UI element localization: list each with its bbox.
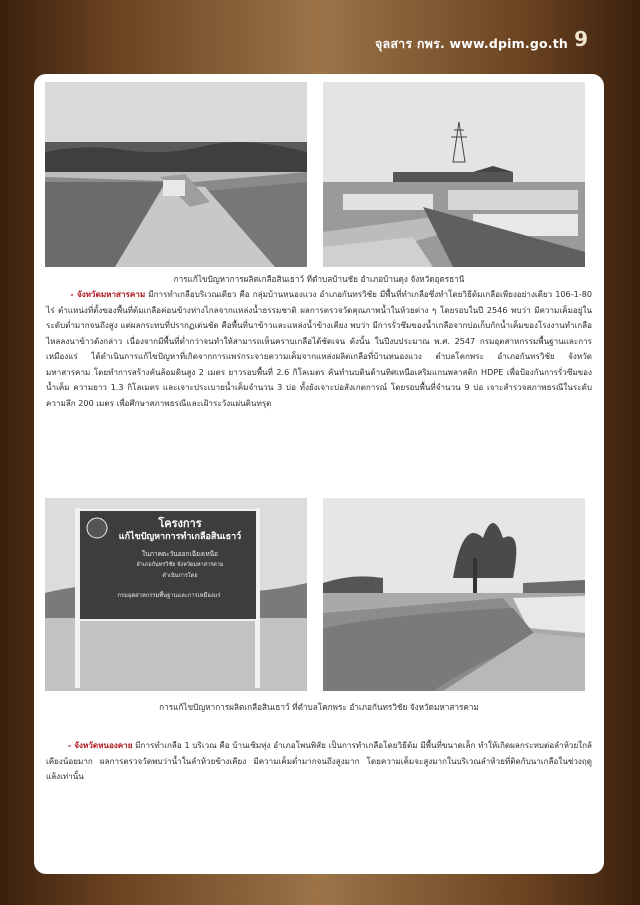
- page-number: 9: [574, 27, 588, 51]
- salt-pans-illustration: [323, 82, 585, 267]
- photo-salt-pans: [323, 82, 585, 267]
- content-panel: [34, 74, 604, 874]
- canal-illustration: [45, 82, 307, 267]
- paragraph-body-mahasarakham: มีการทำเกลือบริเวณเดียว คือ กลุ่มบ้านหนองแวง อำเภอกันทรวิชัย มีพื้นที่ทำเกลือซึ่งทำโดยวิธีต้มเกลือเพียงอย่างเดียว 106-1-80 ไร่ ตำแหน่งที่ตั้งของพื้นที่ต้มเกลือค่อนข้างห่างไกลจากแหล่งน้ำธรรมชาติ ผลการตรวจวัดคุณภาพน้ำในห้วยต่าง ๆ โดยรอบในปี 2546 พบว่า มีความเค็มอยู่ในระดับต่ำมากจนถึงสูง แต่ผลกระทบที่ปรากฏเด่นชัด คือพื้นที่นาข้าวและแหล่งน้ำข้างเคียง พบว่า มีการรั่วซึมของน้ำเกลือจากบ่อเก็บกักน้ำเค็มของโรงงานทำเกลือไหลลงนาข้าวดังกล่าว เนื่องจากมีพื้นที่ต่ำกว่าจนทำให้สามารถเห็นคราบเกลือได้ชัดเจน ดังนั้น ในปีงบประมาณ พ.ศ. 2547 กรมอุตสาหกรรมพื้นฐานและการเหมืองแร่ ได้ดำเนินการแก้ไขปัญหาที่เกิดจากการแพร่กระจายความเค็มจากแหล่งผลิตเกลือที่บ้านหนองแวง ตำบลโคกพระ อำเภอกันทรวิชัย จังหวัดมหาสารคาม โดยทำการสร้างคันล้อมดินสูง 2 เมตร ยาวรอบพื้นที่ 2.6 กิโลเมตร คันทำนบดินด้านทิศเหนือเสริมแกนพลาสติก HDPE เพื่อป้องกันการรั่วซึมของน้ำเค็ม ความยาว 1.3 กิโลเมตร และเจาะประเบายน้ำเค็มจำนวน 3 บ่อ ทั้งยังเจาะบ่อสังเกตการณ์ โดยรอบพื้นที่จำนวน 9 บ่อ เจาะสำรวจสภาพธรณีในระดับความลึก 200 เมตร เพื่อศึกษาสภาพธรณีและเฝ้าระวังแผ่นดินทรุด: [46, 289, 592, 408]
- paragraph-nongkhai: [46, 738, 592, 785]
- paragraph-body-nongkhai: มีการทำเกลือ 1 บริเวณ คือ บ้านเซิมทุ่ง อำเภอโพนพิสัย เป็นการทำเกลือโดยวิธีต้ม มีพื้นที่ขนาดเล็ก ทำให้เกิดผลกระทบต่อลำห้วยใกล้เคียงน้อยมาก ผลการตรวจวัดพบว่าน้ำในลำห้วยข้างเคียง มีความเค็มต่ำมากจนถึงสูงมาก โดยความเค็มจะสูงมากในบริเวณลำห้วยที่ติดกับนาเกลือในช่วงฤดูแล้งเท่านั้น: [46, 740, 593, 781]
- sign-line-1: โครงการ: [158, 517, 202, 530]
- photo-caption-2: การแก้ไขปัญหาการผลิตเกลือสินเธาว์ ที่ตำบลโคกพระ อำเภอกันทรวิชัย จังหวัดมหาสารคาม: [159, 702, 479, 712]
- photo-caption-1: การแก้ไขปัญหาการผลิตเกลือสินเธาว์ ที่ตำบลบ้านชัย อำเภอบ้านดุง จังหวัดอุดรธานี: [173, 274, 465, 284]
- header-title: จุลสาร กพร. www.dpim.go.th: [374, 36, 568, 51]
- paragraph-lead-nongkhai: - จังหวัดหนองคาย: [67, 740, 133, 750]
- photo-embankment: [323, 498, 585, 691]
- sign-line-6: กรมอุตสาหกรรมพื้นฐานและการเหมืองแร่: [117, 593, 221, 599]
- sign-line-4: อำเภอกันทรวิชัย จังหวัดมหาสารคาม: [136, 562, 224, 568]
- paragraph-lead-mahasarakham: - จังหวัดมหาสารคาม: [70, 289, 146, 299]
- sign-line-5: ดำเนินการโดย: [162, 573, 198, 579]
- photo-canal: [45, 82, 307, 267]
- sign-line-2: แก้ไขปัญหาการทำเกลือสินเธาว์: [118, 532, 242, 542]
- paragraph-mahasarakham: [46, 287, 592, 411]
- page-header: [0, 0, 640, 72]
- embankment-illustration: [323, 498, 585, 691]
- sign-line-3: ในภาคตะวันออกเฉียงเหนือ: [142, 550, 218, 558]
- photo-project-sign: [45, 498, 307, 691]
